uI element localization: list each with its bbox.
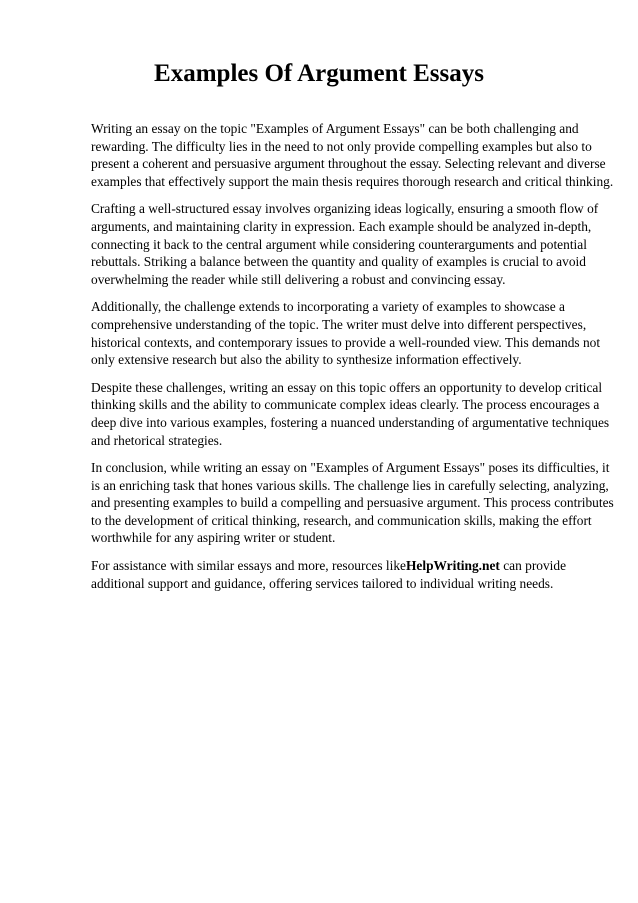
paragraph-line: rebuttals. Striking a balance between the quantity and quality of examples is crucial to avoid	[91, 254, 586, 270]
paragraph-line: Despite these challenges, writing an essay on this topic offers an opportunity to develop critical	[91, 379, 603, 395]
paragraph-line: arguments, and maintaining clarity in expression. Each example should be analyzed in-depth,	[91, 218, 592, 234]
paragraph-line: connecting it back to the central argument while considering counterarguments and potential	[91, 236, 587, 252]
paragraph-line: and rhetorical strategies.	[91, 432, 223, 448]
paragraph-line: historical contexts, and contemporary issues to provide a well-rounded view. This demands not	[91, 334, 601, 350]
document-body	[91, 120, 614, 602]
paragraph-line: is an enriching task that hones various skills. The challenge lies in carefully selecting, analyzing,	[91, 477, 609, 493]
helpwriting-link[interactable]: HelpWriting.net	[405, 558, 500, 574]
paragraph-line: and presenting examples to build a compelling and persuasive argument. This process contributes	[91, 495, 614, 511]
paragraph-line: Writing an essay on the topic "Examples of Argument Essays" can be both challenging and	[91, 121, 579, 136]
paragraph-line: deep dive into various examples, fostering a nuanced understanding of argumentative techniques	[91, 414, 610, 430]
page-title: Examples Of Argument Essays	[154, 60, 484, 87]
closing-paragraph	[91, 557, 611, 592]
paragraph-line: comprehensive understanding of the topic. The writer must delve into different perspectives,	[91, 316, 587, 332]
paragraph-line: thinking skills and the ability to communicate complex ideas clearly. The process encourages a	[91, 397, 600, 413]
paragraph-3	[91, 298, 611, 368]
paragraph-5	[91, 459, 614, 547]
paragraph-line: In conclusion, while writing an essay on "Examples of Argument Essays" poses its difficulties, it	[91, 460, 610, 476]
paragraph-2	[91, 200, 611, 288]
paragraph-line: rewarding. The difficulty lies in the need to not only provide compelling examples but also to	[91, 138, 592, 154]
paragraph-line: overwhelming the reader while still delivering a robust and convincing essay.	[91, 271, 506, 287]
paragraph-line: Crafting a well-structured essay involves organizing ideas logically, ensuring a smooth flow of	[91, 201, 599, 217]
closing-line-2: additional support and guidance, offering services tailored to individual writing needs.	[91, 575, 554, 591]
closing-line-1	[91, 557, 611, 575]
paragraph-line: present a coherent and persuasive argument throughout the essay. Selecting relevant and diverse	[91, 156, 606, 172]
paragraph-1	[91, 120, 614, 190]
paragraph-line: worthwhile for any aspiring writer or student.	[91, 530, 336, 546]
paragraph-line: examples that effectively support the main thesis requires thorough research and critical thinking.	[91, 173, 614, 189]
paragraph-line: only extensive research but also the ability to synthesize information effectively.	[91, 352, 522, 368]
paragraph-line: to the development of critical thinking, research, and communication skills, making the effort	[91, 512, 592, 528]
closing-text-after-link: can provide	[499, 558, 567, 574]
paragraph-4	[91, 379, 611, 449]
closing-text-before-link: For assistance with similar essays and more, resources like	[91, 558, 406, 574]
paragraph-line: Additionally, the challenge extends to incorporating a variety of examples to showcase a	[91, 299, 565, 315]
